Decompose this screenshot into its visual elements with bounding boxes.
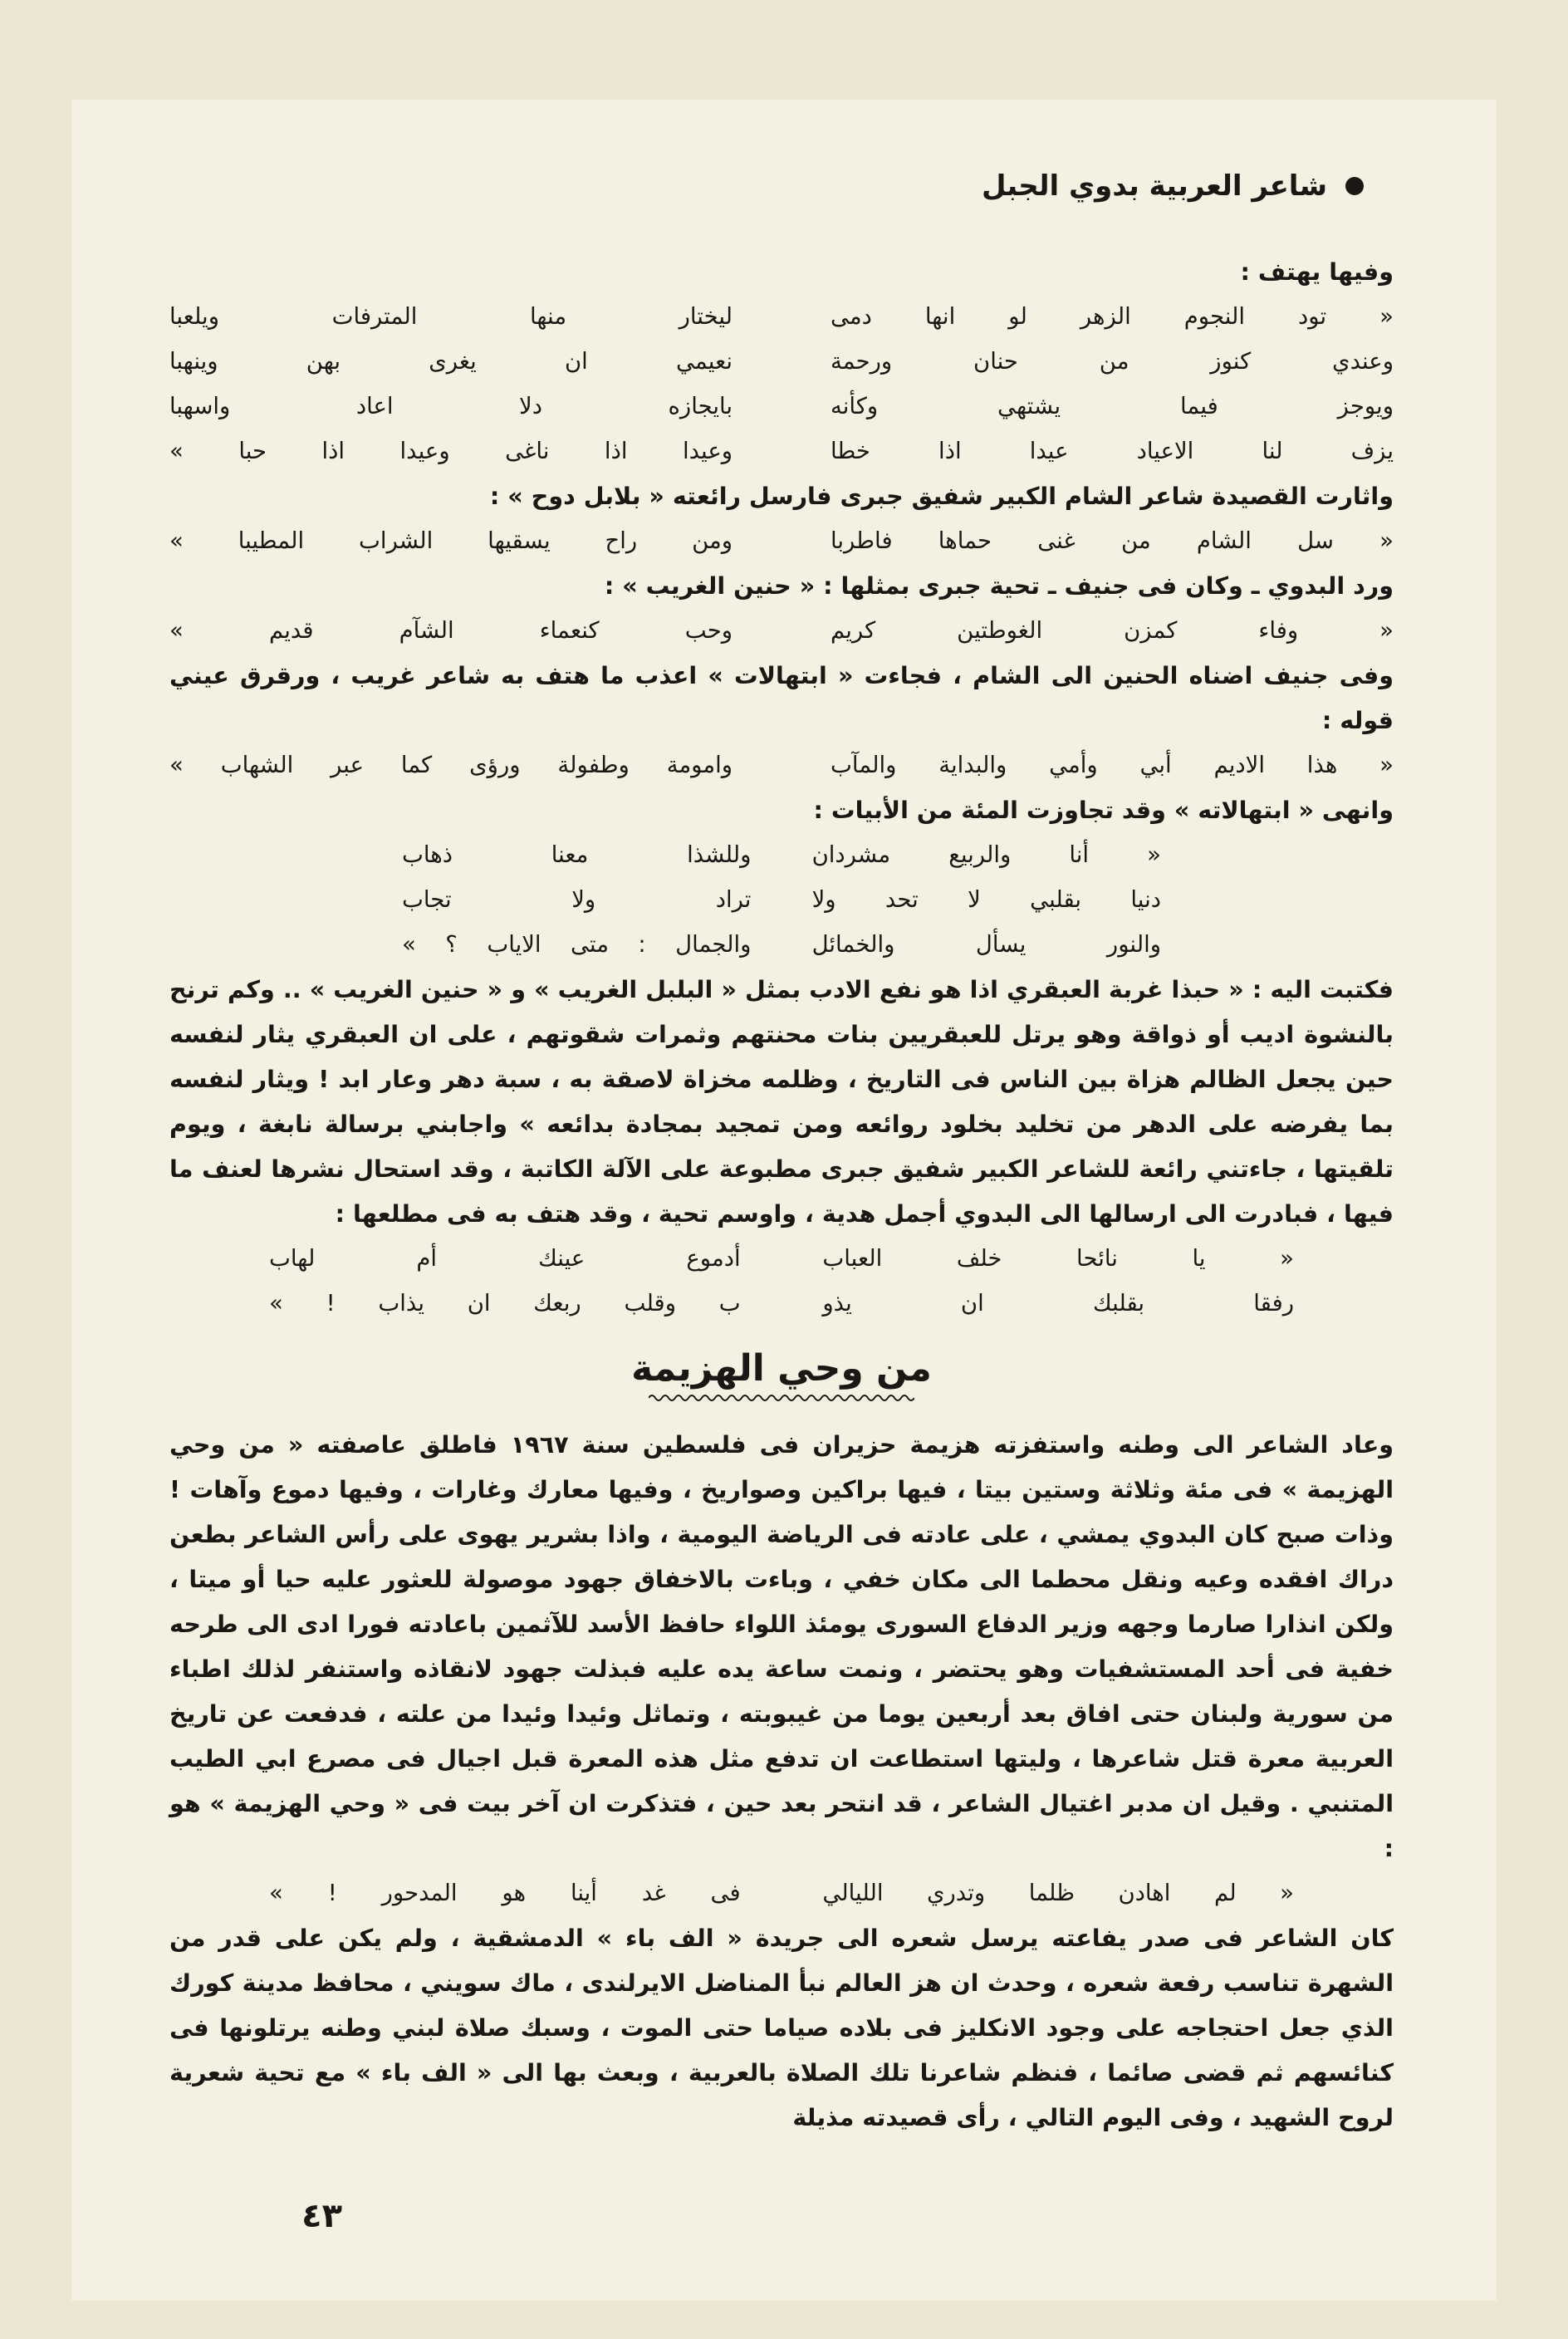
verse-line — [169, 429, 1394, 473]
verse-line — [169, 384, 1394, 429]
page-number: ٤٣ — [301, 2197, 342, 2235]
verse-second-hemistich: نعيمي ان يغرى بهن وينهبا — [169, 348, 733, 375]
verse-second-hemistich: بايجازه دلا اعاد واسهبا — [169, 393, 733, 419]
intro-line: وفيها يهتف : — [1240, 257, 1394, 286]
verse-first-hemistich: وعندي كنوز من حنان ورحمة — [830, 348, 1394, 375]
verse-line — [169, 922, 1394, 967]
prose-paragraph: فكتبت اليه : « حبذا غربة العبقري اذا هو نفع الادب بمثل « البلبل الغريب » و « حنين الغريب » .. وكم ترنح بالنشوة اديب أو ذواقة وهو يرتل للعبقريين بنات محنتهم وثمرات شقوتهم ، على ان العبقري يثار لنفسه حين يجعل الظالم هزاة بين الناس فى التاريخ ، وظلمه مخزاة لاصقة به ، سبة دهر وعار ابد ! ويثار لنفسه بما يفرضه على الدهر من تخليد بخلود روائعه ومن تمجيد بمجادة بدائعه » واجابني برسالة نابغة ، ويوم تلقيتها ، جاءتني رائعة للشاعر الكبير شفيق جبرى مطبوعة على الآلة الكاتبة ، وقد استحال نشرها لعنف ما فيها ، فبادرت الى ارسالها الى البدوي أجمل هدية ، واوسم تحية ، وقد هتف به فى مطلعها : — [169, 975, 1394, 1228]
verse-second-hemistich: ب وقلب ربعك ان يذاب ! » — [269, 1290, 741, 1317]
verse-second-hemistich: فى غد أينا هو المدحور ! » — [269, 1880, 741, 1906]
verse-second-hemistich: والجمال : متى الاياب ؟ » — [402, 931, 752, 958]
prose-paragraph: واثارت القصيدة شاعر الشام الكبير شفيق جبرى فارسل رائعته « بلابل دوح » : — [489, 482, 1394, 510]
verse-first-hemistich: « أنا والربيع مشردان — [811, 841, 1161, 868]
verse-first-hemistich: « وفاء كمزن الغوطتين كريم — [830, 617, 1394, 644]
verse-first-hemistich: « لم اهادن ظلما وتدري الليالي — [822, 1880, 1294, 1906]
prose-paragraph: وعاد الشاعر الى وطنه واستفزته هزيمة حزيران فى فلسطين سنة ١٩٦٧ فاطلق عاصفته « من وحي الهزيمة » فى مئة وثلاثة وستين بيتا ، فيها براكين وصواريخ ، وفيها معارك وغارات ، وفيها دموع وآهات ! وذات صبح كان البدوي يمشي ، على عادته فى الرياضة اليومية ، واذا بشرير يهوى على رأس الشاعر بطعن دراك افقده وعيه ونقل محطما الى مكان خفي ، وباءت بالاخفاق جهود موصولة للعثور عليه حيا أو ميتا ، ولكن انذارا صارما وجهه وزير الدفاع السورى يومئذ اللواء حافظ الأسد للآثمين باعادته فورا ادى الى طرحه خفية فى أحد المستشفيات وهو يحتضر ، ونمت ساعة يده عليه فبذلت جهود لانقاذه واستنفر لذلك اطباء من سورية ولبنان حتى افاق بعد أربعين يوما من غيبوبته ، وتماثل وئيدا وئيدا من علته ، فدفعت عن تاريخ العربية معرة قتل شاعرها ، وليتها استطاعت ان تدفع مثل هذه المعرة قبل اجيال فى مصرع ابي الطيب المتنبي . وقيل ان مدبر اغتيال الشاعر ، قد انتحر بعد حين ، فتذكرت ان آخر بيت فى « وحي الهزيمة » هو : — [169, 1430, 1394, 1862]
verse-second-hemistich: أدموع عينك أم لهاب — [269, 1245, 741, 1272]
verse-first-hemistich: « سل الشام من غنى حماها فاطربا — [830, 527, 1394, 554]
verse-line — [169, 877, 1394, 922]
verse-line — [169, 1236, 1394, 1281]
verse-first-hemistich: دنيا بقلبي لا تحد ولا — [811, 886, 1161, 913]
verse-second-hemistich: ومن راح يسقيها الشراب المطيبا » — [169, 527, 733, 554]
verse-line — [169, 608, 1394, 653]
verse-line — [169, 339, 1394, 384]
running-header — [982, 169, 1364, 203]
verse-line — [169, 294, 1394, 339]
verse-second-hemistich: ليختار منها المترفات ويلعبا — [169, 303, 733, 330]
verse-line — [169, 1281, 1394, 1326]
verse-second-hemistich: وللشذا معنا ذهاب — [402, 841, 752, 868]
prose-paragraph: وانهى « ابتهالاته » وقد تجاوزت المئة من الأبيات : — [813, 796, 1394, 824]
article-body — [169, 249, 1394, 2140]
verse-first-hemistich: يزف لنا الاعياد عيدا اذا خطا — [830, 438, 1394, 464]
verse-line — [169, 518, 1394, 563]
verse-line — [169, 743, 1394, 787]
verse-first-hemistich: رفقا بقلبك ان يذو — [822, 1290, 1294, 1317]
header-title: شاعر العربية بدوي الجبل — [982, 169, 1327, 203]
section-heading — [169, 1346, 1394, 1397]
verse-line — [169, 832, 1394, 877]
verse-first-hemistich: « تود النجوم الزهر لو انها دمى — [830, 303, 1394, 330]
verse-second-hemistich: وعيدا اذا ناغى وعيدا اذا حبا » — [169, 438, 733, 464]
verse-second-hemistich: وحب كنعماء الشآم قديم » — [169, 617, 733, 644]
verse-second-hemistich: تراد ولا تجاب — [402, 886, 752, 913]
prose-paragraph: كان الشاعر فى صدر يفاعته يرسل شعره الى جريدة « الف باء » الدمشقية ، ولم يكن على قدر من الشهرة تناسب رفعة شعره ، وحدث ان هز العالم نبأ المناضل الايرلندى ، ماك سويني ، محافظ مدينة كورك الذي جعل احتجاجه على وجود الانكليز فى بلاده صياما حتى الموت ، وسبك صلاة لبني وطنه يرتلونها فى كنائسهم ثم قضى صائما ، فنظم شاعرنا تلك الصلاة بالعربية ، وبعث بها الى « الف باء » مع تحية شعرية لروح الشهيد ، وفى اليوم التالي ، رأى قصيدته مذيلة — [169, 1924, 1394, 2131]
wavy-underline — [649, 1392, 914, 1404]
verse-line — [169, 1871, 1394, 1915]
verse-first-hemistich: « هذا الاديم أبي وأمي والبداية والمآب — [830, 752, 1394, 778]
verse-second-hemistich: وامومة وطفولة ورؤى كما عبر الشهاب » — [169, 752, 733, 778]
verse-first-hemistich: والنور يسأل والخمائل — [811, 931, 1161, 958]
prose-paragraph: ورد البدوي ـ وكان فى جنيف ـ تحية جبرى بمثلها : « حنين الغريب » : — [604, 571, 1394, 600]
verse-first-hemistich: ويوجز فيما يشتهي وكأنه — [830, 393, 1394, 419]
bullet-icon — [1345, 177, 1364, 195]
verse-first-hemistich: « يا نائحا خلف العباب — [822, 1245, 1294, 1272]
prose-paragraph: وفى جنيف اضناه الحنين الى الشام ، فجاءت « ابتهالات » اعذب ما هتف به شاعر غريب ، ورقرق عيني قوله : — [169, 661, 1394, 734]
section-heading-text: من وحي الهزيمة — [631, 1347, 932, 1390]
